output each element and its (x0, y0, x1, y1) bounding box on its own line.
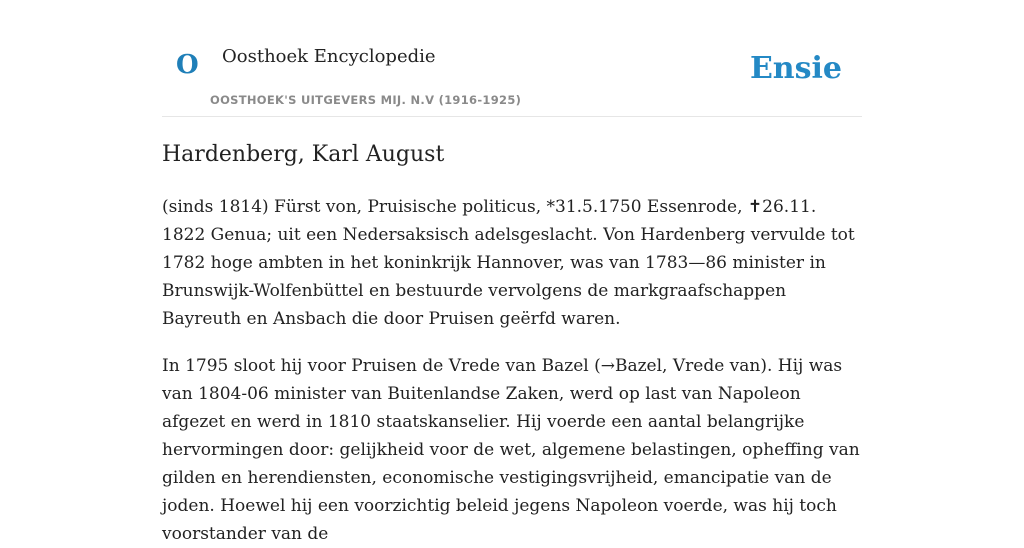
ensie-home-link[interactable]: Ensie (749, 51, 842, 86)
article-paragraph: (sinds 1814) Fürst von, Pruisische politicus, *31.5.1750 Essenrode, ✝26.11. 1822 Genua; uit een Nedersaksisch adelsgeslacht. Von Hardenberg vervulde tot 1782 hoge ambten in het koninkrijk Hannover, was van 1783—86 minister in Brunswijk-Wolfenbüttel en bestuurde vervolgens de markgraafschappen Bayreuth en Ansbach die door Pruisen geërfd waren. (162, 196, 855, 329)
brand-logo[interactable]: O (176, 50, 199, 80)
brand-subtitle: OOSTHOEK'S UITGEVERS MIJ. N.V (1916-1925) (210, 93, 522, 107)
brand-title[interactable]: Oosthoek Encyclopedie (222, 46, 436, 67)
header (162, 0, 862, 117)
article-paragraph: In 1795 sloot hij voor Pruisen de Vrede van Bazel (→Bazel, Vrede van). Hij was van 1804-06 minister van Buitenlandse Zaken, werd op last van Napoleon afgezet en werd in 1810 staatskanselier. Hij voerde een aantal belangrijke hervormingen door: gelijkheid voor de wet, algemene belastingen, opheffing van gilden en herendiensten, economische vestigingsvrijheid, emancipatie van de joden. Hoewel hij een voorzichtig beleid jegens Napoleon voerde, was hij toch voorstander van de (162, 355, 860, 544)
article-title: Hardenberg, Karl August (162, 142, 445, 167)
article-body (162, 193, 862, 548)
page (162, 0, 862, 548)
